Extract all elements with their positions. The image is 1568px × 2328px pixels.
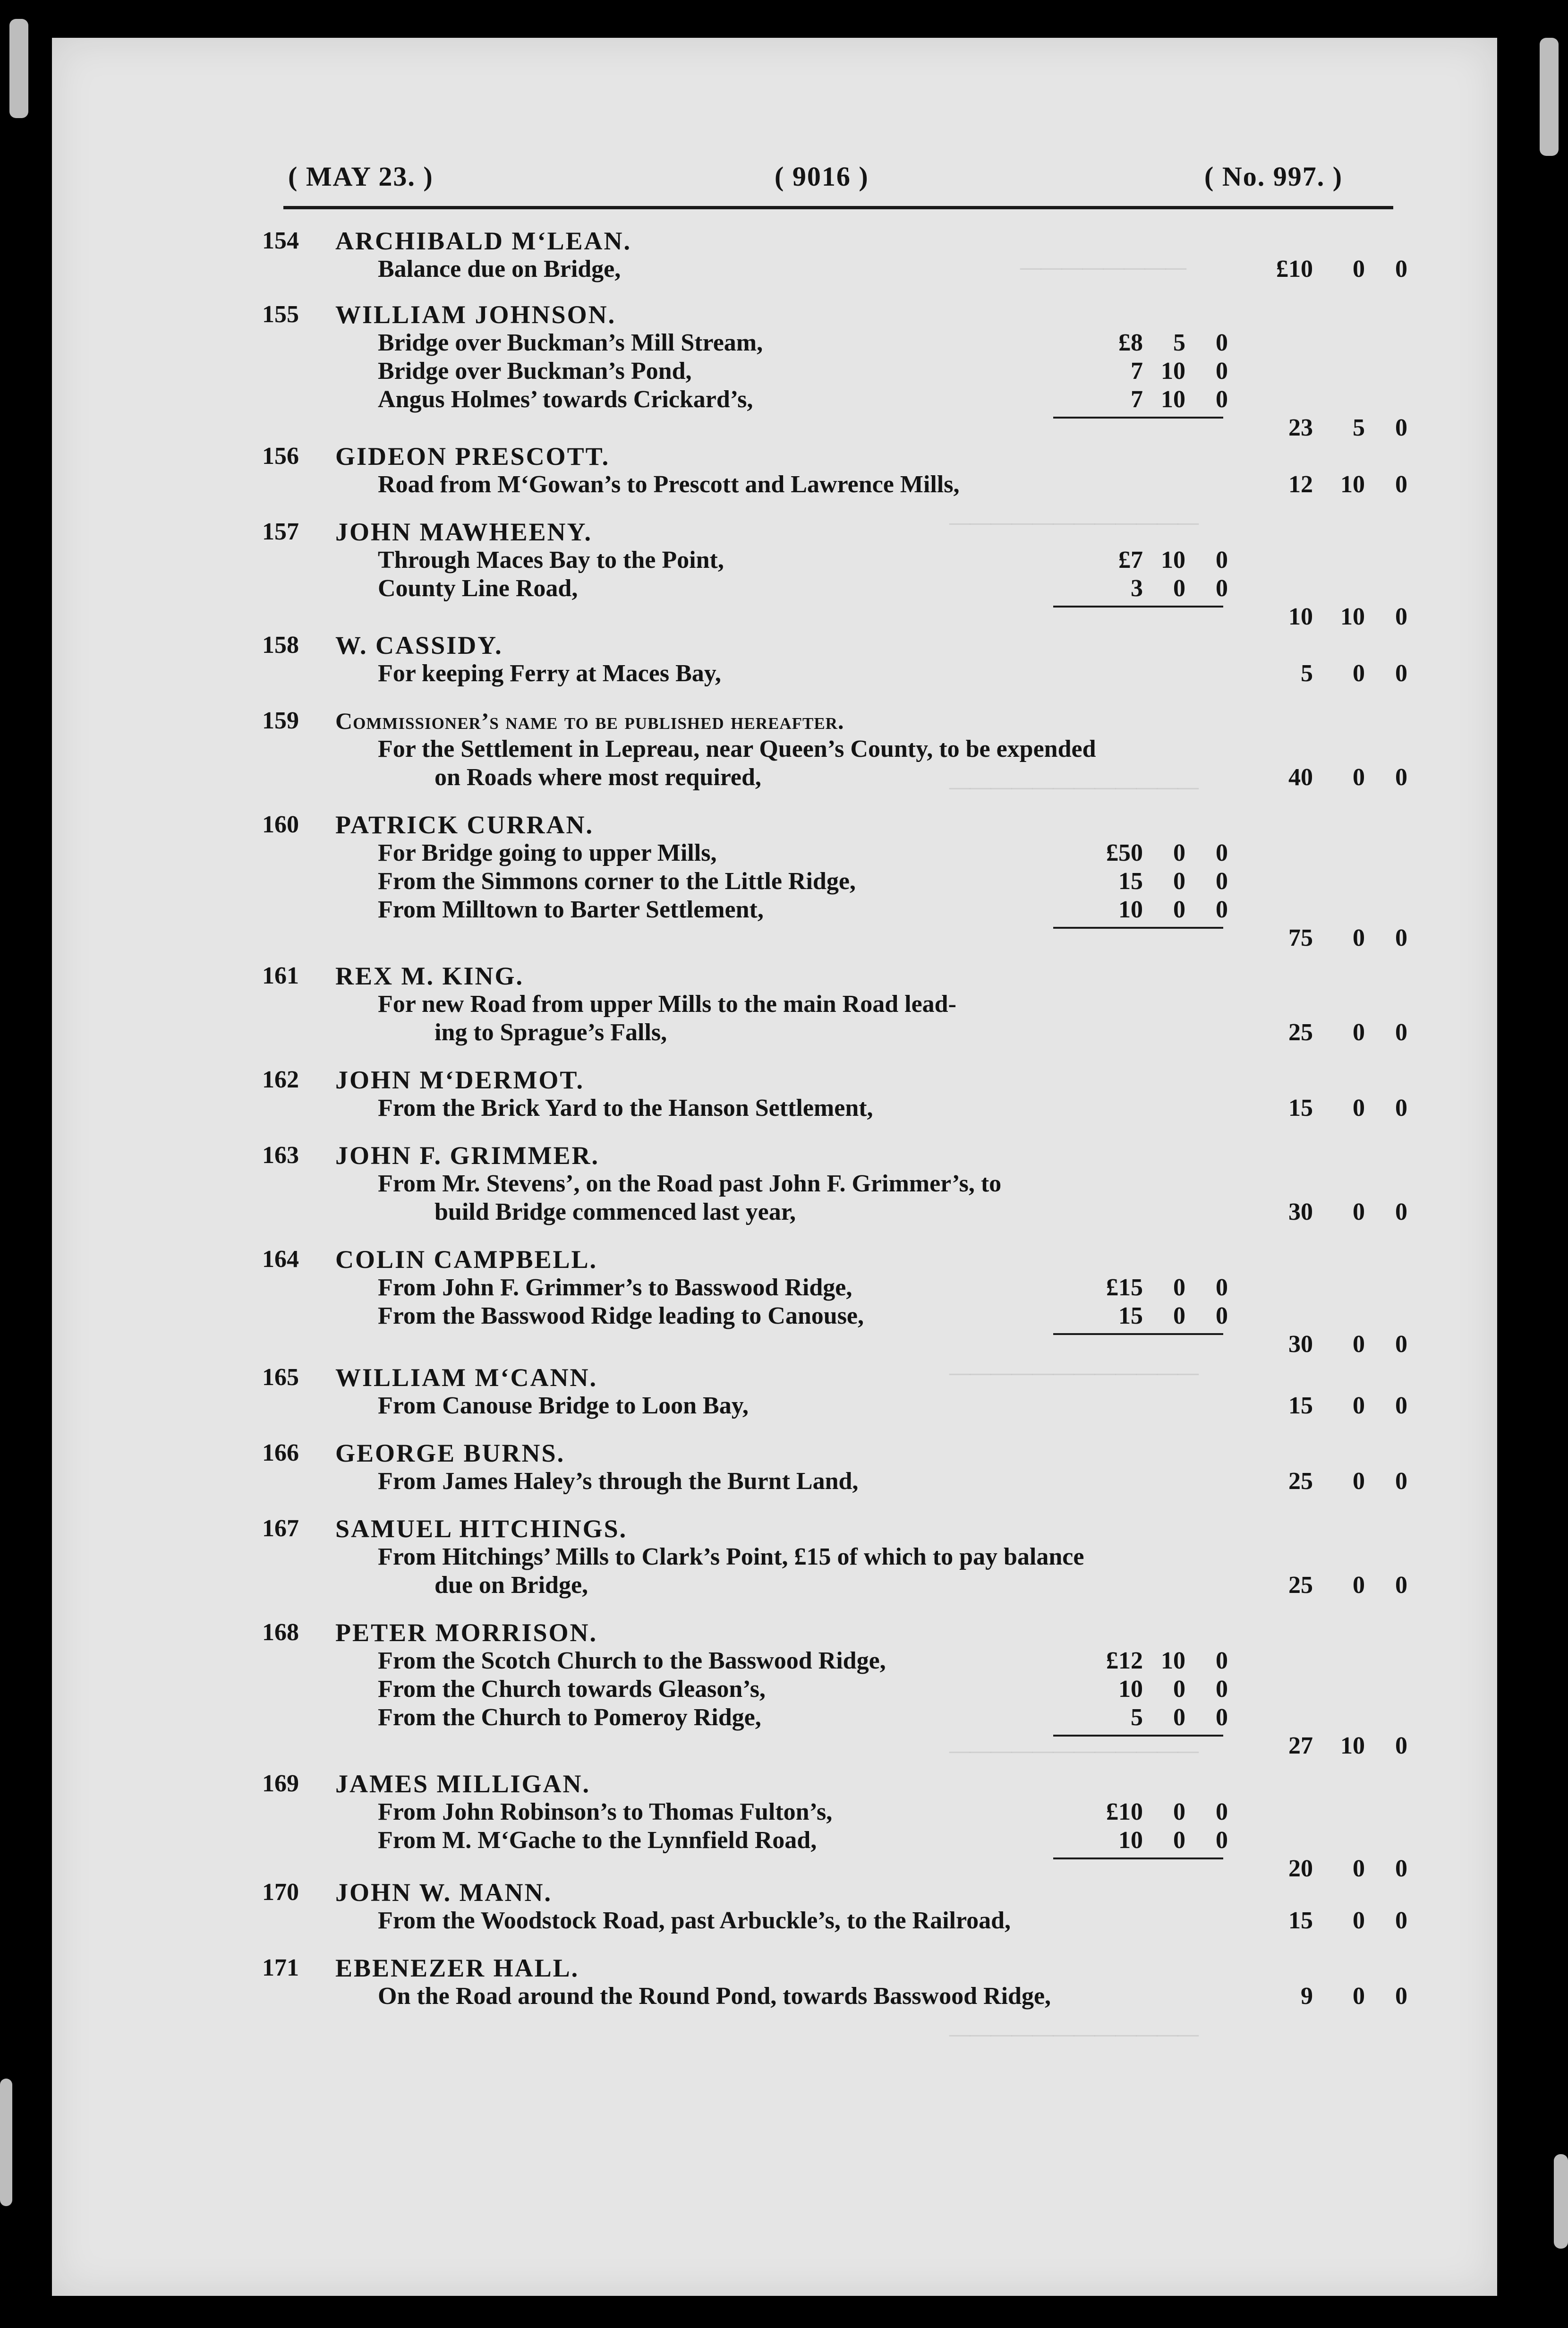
item-pence: 0 bbox=[1216, 358, 1228, 385]
total-pounds: 20 bbox=[1288, 1855, 1313, 1882]
commissioner-name: PATRICK CURRAN. bbox=[335, 811, 594, 839]
total-pence: 0 bbox=[1395, 471, 1407, 498]
total-pence: 0 bbox=[1395, 414, 1407, 441]
road-description: For keeping Ferry at Maces Bay, bbox=[378, 660, 721, 687]
entry-number: 171 bbox=[262, 1954, 299, 1981]
total-pounds: 15 bbox=[1288, 1392, 1313, 1419]
total-pounds: 10 bbox=[1288, 603, 1313, 630]
total-shillings: 0 bbox=[1353, 1907, 1365, 1934]
item-pence: 0 bbox=[1216, 547, 1228, 573]
commissioner-name: PETER MORRISON. bbox=[335, 1618, 598, 1647]
entry-number: 160 bbox=[262, 811, 299, 838]
sum-rule bbox=[1053, 606, 1223, 608]
item-pence: 0 bbox=[1216, 329, 1228, 356]
commissioner-name: COLIN CAMPBELL. bbox=[335, 1245, 598, 1274]
item-shillings: 10 bbox=[1161, 1647, 1185, 1674]
item-pounds: £15 bbox=[1106, 1274, 1143, 1301]
total-pence: 0 bbox=[1395, 256, 1407, 282]
road-description: Road from M‘Gowan’s to Prescott and Lawrence Mills, bbox=[378, 471, 960, 498]
header-issue-number: ( No. 997. ) bbox=[1204, 161, 1343, 192]
item-shillings: 0 bbox=[1173, 896, 1185, 923]
road-item: For Bridge going to upper Mills, bbox=[378, 839, 717, 866]
road-item: From Milltown to Barter Settlement, bbox=[378, 896, 764, 923]
road-item: County Line Road, bbox=[378, 575, 578, 602]
total-pence: 0 bbox=[1395, 1907, 1407, 1934]
item-pounds: 10 bbox=[1118, 896, 1143, 923]
item-pence: 0 bbox=[1216, 1676, 1228, 1703]
item-shillings: 0 bbox=[1173, 1676, 1185, 1703]
item-pounds: £8 bbox=[1118, 329, 1143, 356]
item-shillings: 0 bbox=[1173, 1302, 1185, 1329]
total-shillings: 10 bbox=[1340, 1732, 1365, 1759]
total-pounds: 30 bbox=[1288, 1198, 1313, 1225]
total-shillings: 0 bbox=[1353, 1095, 1365, 1121]
road-item: From the Church to Pomeroy Ridge, bbox=[378, 1704, 761, 1731]
sum-rule bbox=[1053, 417, 1223, 419]
item-pounds: 15 bbox=[1118, 868, 1143, 895]
item-pence: 0 bbox=[1216, 575, 1228, 602]
item-pounds: 7 bbox=[1131, 358, 1143, 385]
header-page-number: ( 9016 ) bbox=[775, 161, 869, 192]
item-pounds: 7 bbox=[1131, 386, 1143, 413]
road-description: due on Bridge, bbox=[435, 1572, 588, 1599]
road-item: From John F. Grimmer’s to Basswood Ridge, bbox=[378, 1274, 852, 1301]
road-description: From the Brick Yard to the Hanson Settlement, bbox=[378, 1095, 873, 1121]
item-pounds: 10 bbox=[1118, 1827, 1143, 1854]
total-pounds: 15 bbox=[1288, 1907, 1313, 1934]
commissioner-name: REX M. KING. bbox=[335, 962, 524, 990]
road-item: Bridge over Buckman’s Mill Stream, bbox=[378, 329, 763, 356]
item-shillings: 0 bbox=[1173, 1274, 1185, 1301]
entry-number: 154 bbox=[262, 227, 299, 254]
item-pence: 0 bbox=[1216, 1827, 1228, 1854]
total-pence: 0 bbox=[1395, 1572, 1407, 1599]
road-item: From the Scotch Church to the Basswood Ridge, bbox=[378, 1647, 886, 1674]
item-shillings: 0 bbox=[1173, 1827, 1185, 1854]
road-description: From the Woodstock Road, past Arbuckle’s, to the Railroad, bbox=[378, 1907, 1011, 1934]
total-pence: 0 bbox=[1395, 1019, 1407, 1046]
bleed-through-text: ———————————— bbox=[949, 1739, 1199, 1762]
entry-number: 162 bbox=[262, 1066, 299, 1093]
total-pence: 0 bbox=[1395, 1983, 1407, 2010]
total-pounds: 23 bbox=[1288, 414, 1313, 441]
item-shillings: 0 bbox=[1173, 839, 1185, 866]
road-description: On the Road around the Round Pond, towards Basswood Ridge, bbox=[378, 1983, 1051, 2010]
commissioner-name: W. CASSIDY. bbox=[335, 631, 503, 659]
total-shillings: 0 bbox=[1353, 764, 1365, 791]
commissioner-name: GEORGE BURNS. bbox=[335, 1439, 565, 1467]
entry-number: 156 bbox=[262, 443, 299, 470]
header-date: ( MAY 23. ) bbox=[288, 161, 434, 192]
road-item: From M. M‘Gache to the Lynnfield Road, bbox=[378, 1827, 817, 1854]
road-item: Bridge over Buckman’s Pond, bbox=[378, 358, 692, 385]
entry-number: 159 bbox=[262, 707, 299, 734]
road-item: From the Simmons corner to the Little Ridge, bbox=[378, 868, 856, 895]
entry-number: 169 bbox=[262, 1770, 299, 1797]
road-item: From John Robinson’s to Thomas Fulton’s, bbox=[378, 1798, 833, 1825]
item-pounds: £7 bbox=[1118, 547, 1143, 573]
entry-number: 164 bbox=[262, 1246, 299, 1273]
item-shillings: 0 bbox=[1173, 868, 1185, 895]
total-pounds: 15 bbox=[1288, 1095, 1313, 1121]
total-pence: 0 bbox=[1395, 660, 1407, 687]
commissioner-name: GIDEON PRESCOTT. bbox=[335, 442, 610, 471]
item-pounds: £12 bbox=[1106, 1647, 1143, 1674]
bleed-through-text: ———————————— bbox=[949, 1361, 1199, 1384]
road-item: Angus Holmes’ towards Crickard’s, bbox=[378, 386, 753, 413]
total-pounds: 25 bbox=[1288, 1468, 1313, 1495]
road-description: on Roads where most required, bbox=[435, 764, 761, 791]
total-pence: 0 bbox=[1395, 1855, 1407, 1882]
item-shillings: 10 bbox=[1161, 386, 1185, 413]
total-pounds: £10 bbox=[1276, 256, 1313, 282]
total-pence: 0 bbox=[1395, 1468, 1407, 1495]
item-pence: 0 bbox=[1216, 1798, 1228, 1825]
commissioner-name: JOHN MAWHEENY. bbox=[335, 518, 593, 546]
total-shillings: 0 bbox=[1353, 256, 1365, 282]
road-description: build Bridge commenced last year, bbox=[435, 1198, 796, 1225]
item-shillings: 0 bbox=[1173, 1798, 1185, 1825]
commissioner-name: EBENEZER HALL. bbox=[335, 1954, 579, 1982]
item-pence: 0 bbox=[1216, 839, 1228, 866]
road-description: From Mr. Stevens’, on the Road past John F. Grimmer’s, to bbox=[378, 1170, 1002, 1197]
entry-number: 168 bbox=[262, 1619, 299, 1646]
commissioner-name: ARCHIBALD M‘LEAN. bbox=[335, 227, 632, 255]
total-pounds: 12 bbox=[1288, 471, 1313, 498]
entry-number: 157 bbox=[262, 518, 299, 545]
commissioner-name: JOHN W. MANN. bbox=[335, 1878, 553, 1907]
entry-number: 165 bbox=[262, 1364, 299, 1391]
total-shillings: 0 bbox=[1353, 1019, 1365, 1046]
commissioner-name: JOHN M‘DERMOT. bbox=[335, 1066, 584, 1094]
road-description: For new Road from upper Mills to the main Road lead- bbox=[378, 991, 956, 1018]
total-shillings: 10 bbox=[1340, 471, 1365, 498]
total-pounds: 27 bbox=[1288, 1732, 1313, 1759]
total-pounds: 25 bbox=[1288, 1019, 1313, 1046]
total-pounds: 75 bbox=[1288, 924, 1313, 951]
bleed-through-text: ———————————— bbox=[949, 775, 1199, 798]
item-pence: 0 bbox=[1216, 896, 1228, 923]
total-shillings: 0 bbox=[1353, 660, 1365, 687]
entry-number: 158 bbox=[262, 632, 299, 659]
road-description: From Canouse Bridge to Loon Bay, bbox=[378, 1392, 749, 1419]
total-pounds: 30 bbox=[1288, 1331, 1313, 1358]
item-pounds: 15 bbox=[1118, 1302, 1143, 1329]
total-shillings: 0 bbox=[1353, 1331, 1365, 1358]
total-pence: 0 bbox=[1395, 1095, 1407, 1121]
total-shillings: 0 bbox=[1353, 1468, 1365, 1495]
total-shillings: 0 bbox=[1353, 1983, 1365, 2010]
road-description: From James Haley’s through the Burnt Land, bbox=[378, 1468, 859, 1495]
road-description: From Hitchings’ Mills to Clark’s Point, £15 of which to pay balance bbox=[378, 1543, 1084, 1570]
total-pence: 0 bbox=[1395, 764, 1407, 791]
total-shillings: 5 bbox=[1353, 414, 1365, 441]
sum-rule bbox=[1053, 1857, 1223, 1859]
item-pence: 0 bbox=[1216, 1647, 1228, 1674]
item-pounds: 5 bbox=[1131, 1704, 1143, 1731]
total-pence: 0 bbox=[1395, 1392, 1407, 1419]
road-description: Balance due on Bridge, bbox=[378, 256, 621, 282]
item-pounds: £50 bbox=[1106, 839, 1143, 866]
commissioner-name: SAMUEL HITCHINGS. bbox=[335, 1515, 628, 1543]
commissioner-name: WILLIAM JOHNSON. bbox=[335, 300, 616, 329]
road-item: Through Maces Bay to the Point, bbox=[378, 547, 724, 573]
item-pence: 0 bbox=[1216, 1302, 1228, 1329]
item-pence: 0 bbox=[1216, 1704, 1228, 1731]
bleed-through-text: ———————————— bbox=[949, 2022, 1199, 2046]
road-description: For the Settlement in Lepreau, near Queen’s County, to be expended bbox=[378, 736, 1096, 762]
item-shillings: 0 bbox=[1173, 575, 1185, 602]
item-pounds: £10 bbox=[1106, 1798, 1143, 1825]
road-item: From the Basswood Ridge leading to Canouse, bbox=[378, 1302, 864, 1329]
entry-number: 166 bbox=[262, 1439, 299, 1466]
total-shillings: 0 bbox=[1353, 1392, 1365, 1419]
bleed-through-text: ———————————— bbox=[949, 511, 1199, 534]
total-pence: 0 bbox=[1395, 1198, 1407, 1225]
item-shillings: 0 bbox=[1173, 1704, 1185, 1731]
item-pence: 0 bbox=[1216, 1274, 1228, 1301]
total-shillings: 0 bbox=[1353, 1572, 1365, 1599]
entry-number: 163 bbox=[262, 1142, 299, 1169]
item-shillings: 5 bbox=[1173, 329, 1185, 356]
total-pence: 0 bbox=[1395, 1331, 1407, 1358]
item-shillings: 10 bbox=[1161, 358, 1185, 385]
item-pence: 0 bbox=[1216, 868, 1228, 895]
commissioner-name: Commissioner’s name to be published hereafter. bbox=[335, 708, 844, 734]
item-pounds: 10 bbox=[1118, 1676, 1143, 1703]
total-pounds: 5 bbox=[1301, 660, 1313, 687]
total-shillings: 0 bbox=[1353, 1855, 1365, 1882]
total-pence: 0 bbox=[1395, 924, 1407, 951]
item-pence: 0 bbox=[1216, 386, 1228, 413]
total-pounds: 25 bbox=[1288, 1572, 1313, 1599]
total-shillings: 10 bbox=[1340, 603, 1365, 630]
entry-number: 167 bbox=[262, 1515, 299, 1542]
item-shillings: 10 bbox=[1161, 547, 1185, 573]
commissioner-name: JAMES MILLIGAN. bbox=[335, 1770, 591, 1798]
commissioner-name: JOHN F. GRIMMER. bbox=[335, 1141, 599, 1170]
commissioner-name: WILLIAM M‘CANN. bbox=[335, 1363, 597, 1392]
sum-rule bbox=[1053, 1333, 1223, 1335]
sum-rule bbox=[1053, 1735, 1223, 1737]
road-item: From the Church towards Gleason’s, bbox=[378, 1676, 766, 1703]
entry-number: 161 bbox=[262, 962, 299, 989]
bleed-through-text: ———————— bbox=[1020, 256, 1186, 279]
entry-number: 155 bbox=[262, 301, 299, 328]
total-pounds: 9 bbox=[1301, 1983, 1313, 2010]
entry-number: 170 bbox=[262, 1879, 299, 1906]
road-description: ing to Sprague’s Falls, bbox=[435, 1019, 667, 1046]
total-pence: 0 bbox=[1395, 1732, 1407, 1759]
total-pence: 0 bbox=[1395, 603, 1407, 630]
total-shillings: 0 bbox=[1353, 924, 1365, 951]
total-pounds: 40 bbox=[1288, 764, 1313, 791]
total-shillings: 0 bbox=[1353, 1198, 1365, 1225]
item-pounds: 3 bbox=[1131, 575, 1143, 602]
sum-rule bbox=[1053, 927, 1223, 929]
